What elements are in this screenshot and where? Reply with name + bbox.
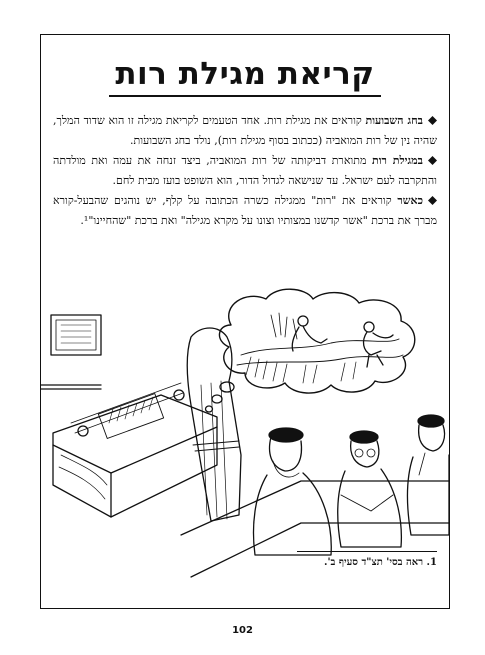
page-frame xyxy=(40,34,450,609)
paragraph-1-text: קוראים את מגילת רות. אחד הטעמים לקריאת מגילה זו הוא שדוד המלך, שהיה נין של רות המואביה (ככתוב בסוף מגילת רות), נולד בחג השבועות. xyxy=(53,114,437,147)
paragraph-2-text: מתוארת דביקותה של רות המואביה, ביצד זנחה את עמה ואת מולדתה והתקרבה לעם ישראל. עד שנישאה לגדול הדור, הוא השופט בועז מבית לחם. xyxy=(53,154,437,187)
paragraph-2-lead: במגילת רות xyxy=(372,154,423,167)
title-area xyxy=(41,57,449,97)
seated-congregants xyxy=(181,415,449,577)
torah-ark xyxy=(41,315,101,389)
diamond-bullet-icon xyxy=(428,116,437,125)
paragraph-1-lead: בחג השבועות xyxy=(365,114,423,127)
standing-reader xyxy=(187,328,241,521)
page-number: 102 xyxy=(232,625,253,636)
paragraph-3 xyxy=(53,191,437,231)
footnote: 1. ראה בסי' תצ"ד סעיף ב'. xyxy=(323,557,437,568)
diamond-bullet-icon xyxy=(428,196,437,205)
paragraph-3-text: קוראים את "רות" ממגילה כשרה הכתובה על קלף, יש נוהגים שהבעל-קורא מברך את ברכת "אשר קדשנו במצותיו וצונו על מקרא מגילה" ואת ברכת "שהחיינו"¹. xyxy=(53,194,437,227)
illustration xyxy=(41,285,449,585)
footnote-divider xyxy=(297,551,437,552)
body-text xyxy=(53,111,437,231)
paragraph-1 xyxy=(53,111,437,151)
diamond-bullet-icon xyxy=(428,156,437,165)
field-scene-cloud xyxy=(219,289,414,393)
reading-table-with-scroll xyxy=(53,383,217,517)
page-title: קריאת מגילת רות xyxy=(109,57,380,97)
paragraph-2 xyxy=(53,151,437,191)
paragraph-3-lead: כאשר xyxy=(397,194,423,207)
